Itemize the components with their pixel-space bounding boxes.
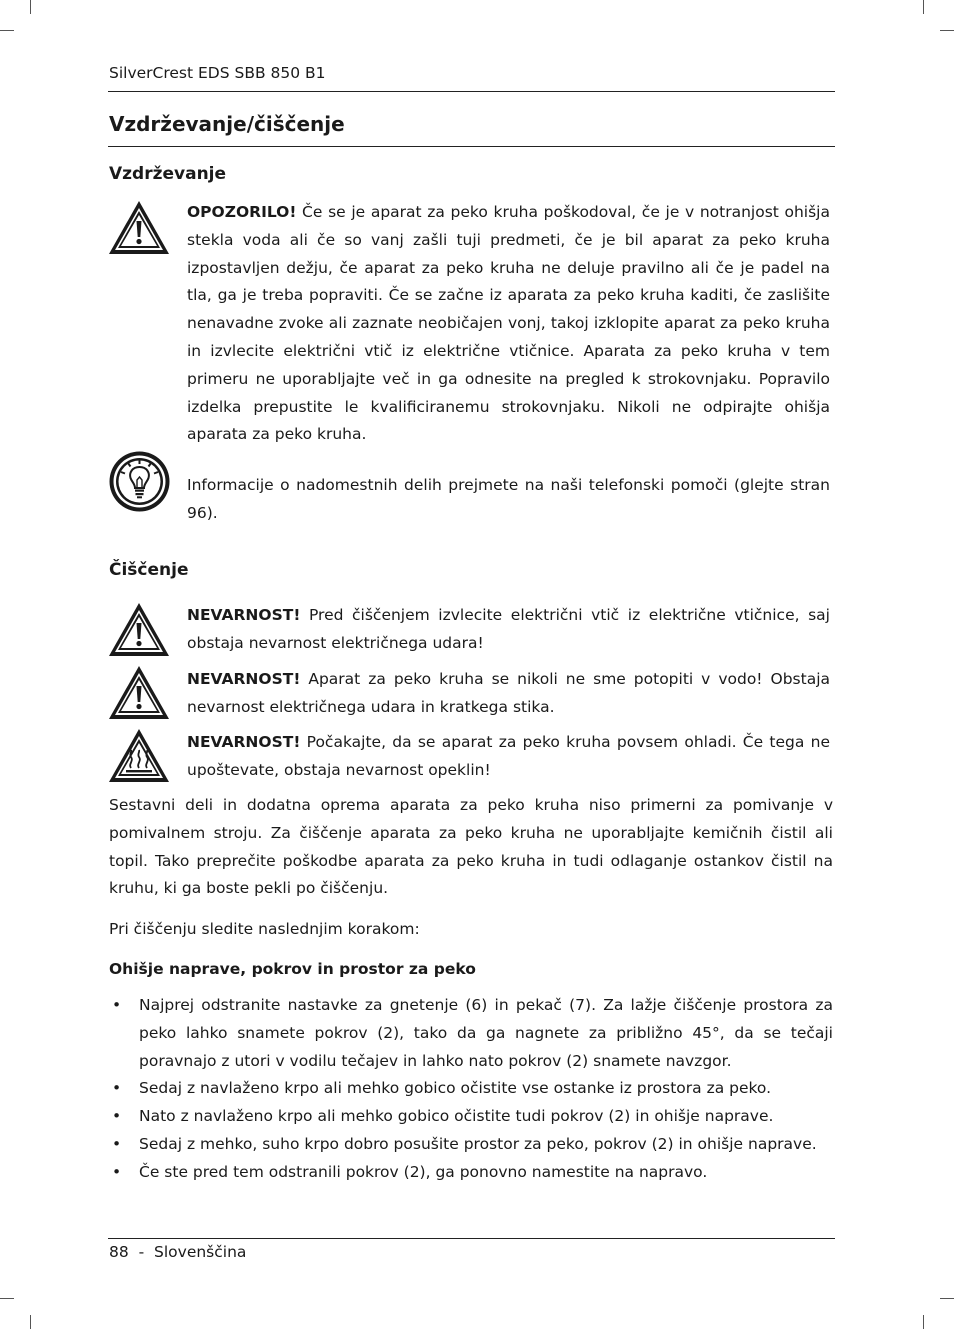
warning-label: OPOZORILO! (187, 203, 297, 221)
list-item-text: Če ste pred tem odstranili pokrov (2), ga ponovno namestite na napravo. (139, 1162, 708, 1181)
cleaning-steps-list (109, 992, 833, 1187)
list-item-text: Nato z navlaženo krpo ali mehko gobico očistite tudi pokrov (2) in ohišje naprave. (139, 1107, 774, 1126)
bullet-glyph: • (112, 1079, 122, 1098)
footer-rule (108, 1238, 835, 1239)
danger-text: Pred čiščenjem izvlecite električni vtič iz električne vtičnice, saj obstaja nevarnost električnega udara! (187, 606, 830, 652)
lightbulb-icon (108, 450, 171, 513)
cleaning-paragraph: Sestavni deli in dodatna oprema aparata za peko kruha niso primerni za pomivanje v pomivalnem stroju. Za čiščenje aparata za peko kruha ne uporabljajte kemičnih čistil ali topil. Tako preprečite poškodbe aparata za peko kruha in tudi odlaganje ostankov čistil na kruhu, ki ga boste pekli po čiščenju. (109, 796, 833, 898)
page-footer: 88 - Slovenščina (109, 1243, 247, 1261)
crop-mark (0, 1298, 14, 1299)
info-paragraph: Informacije o nadomestnih delih prejmete na naši telefonski pomoči (glejte stran 96). (187, 476, 830, 522)
warning-icon (107, 199, 171, 256)
steps-intro: Pri čiščenju sledite naslednjim korakom: (109, 920, 420, 938)
bullet-glyph: • (112, 1107, 122, 1126)
bullet-glyph: • (112, 1134, 122, 1153)
danger-text: Aparat za peko kruha se nikoli ne sme potopiti v vodo! Obstaja nevarnost električnega udara in kratkega stika. (187, 670, 830, 716)
running-header: SilverCrest EDS SBB 850 B1 (109, 64, 326, 82)
warning-text: Če se je aparat za peko kruha poškodoval, če je v notranjost ohišja stekla voda ali če so vanj zašli tuji predmeti, če je bil aparat za peko kruha izpostavljen dežju, če aparat za peko kruha ne deluje pravilno ali če je padel na tla, ga je treba popraviti. Če se začne iz aparata za peko kruha kaditi, če zaslišite nenavadne zvoke ali zaznate neobičajen vonj, takoj izklopite aparat za peko kruha in izvlecite električni vtič iz električne vtičnice. Aparata za peko kruha v tem primeru ne uporabljajte več in ga odnesite na pregled k strokovnjaku. Popravilo izdelka prepustite le kvalificiranemu strokovnjaku. Nikoli ne odpirajte ohišja aparata za peko kruha. (187, 203, 830, 444)
danger-text: Počakajte, da se aparat za peko kruha povsem ohladi. Če tega ne upoštevate, obstaja nevarnost opeklin! (187, 733, 830, 779)
crop-mark (923, 1315, 924, 1329)
list-item-text: Najprej odstranite nastavke za gnetenje (6) in pekač (7). Za lažje čiščenje prostora za peko lahko snamete pokrov (2), tako da ga nagnete za približno 45°, da se tečaji poravnajo z utori v vodilu tečajev in lahko nato pokrov (2) snamete navzgor. (139, 996, 833, 1070)
list-item (109, 992, 833, 1075)
crop-mark (0, 30, 14, 31)
list-item (109, 1131, 833, 1159)
crop-mark (940, 1298, 954, 1299)
section-rule (108, 146, 835, 147)
header-rule (108, 91, 835, 92)
danger-label: NEVARNOST! (187, 733, 301, 751)
crop-mark (30, 0, 31, 14)
danger-label: NEVARNOST! (187, 670, 301, 688)
danger-paragraph-3 (187, 729, 830, 785)
crop-mark (940, 30, 954, 31)
list-item-text: Sedaj z navlaženo krpo ali mehko gobico očistite vse ostanke iz prostora za peko. (139, 1079, 772, 1098)
list-item (109, 1075, 833, 1103)
hot-surface-icon (107, 727, 171, 784)
danger-paragraph-1 (187, 602, 830, 658)
bullet-glyph: • (112, 1162, 122, 1181)
crop-mark (30, 1315, 31, 1329)
warning-icon (107, 601, 171, 658)
danger-label: NEVARNOST! (187, 606, 301, 624)
list-item (109, 1103, 833, 1131)
maintenance-heading: Vzdrževanje (109, 164, 227, 184)
subheading: Ohišje naprave, pokrov in prostor za peko (109, 960, 476, 978)
list-item-text: Sedaj z mehko, suho krpo dobro posušite prostor za peko, pokrov (2) in ohišje naprave. (139, 1134, 817, 1153)
cleaning-heading: Čiščenje (109, 560, 189, 580)
list-item (109, 1159, 833, 1187)
bullet-glyph: • (112, 996, 122, 1014)
warning-icon (107, 664, 171, 721)
danger-paragraph-2 (187, 666, 830, 722)
crop-mark (923, 0, 924, 14)
warning-paragraph (187, 199, 830, 449)
section-title: Vzdrževanje/čiščenje (109, 112, 345, 136)
